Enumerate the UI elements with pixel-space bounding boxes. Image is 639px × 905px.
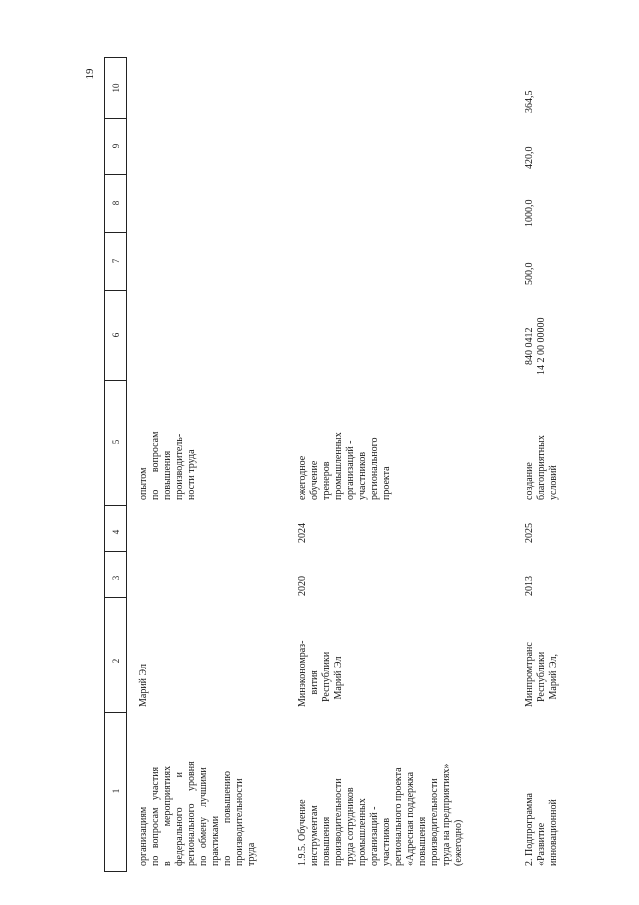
row-2-col-4: 2024 — [297, 523, 308, 543]
header-rule-bottom — [126, 57, 127, 872]
column-divider — [104, 712, 127, 713]
row-1-col-2: Марий Эл — [138, 664, 149, 707]
column-header-8: 8 — [111, 200, 121, 206]
row-3-col-9: 420,0 — [524, 146, 535, 169]
column-divider — [104, 118, 127, 119]
column-header-4: 4 — [111, 529, 121, 535]
row-3-col-2: Минпромтранс Республики Марий Эл, — [524, 642, 559, 707]
header-rule-top — [104, 57, 105, 872]
row-3-col-3: 2013 — [524, 576, 535, 596]
column-header-6: 6 — [111, 332, 121, 338]
row-1-col-5: опытом по вопросам повышения производитель- ности труда — [138, 431, 197, 500]
row-3-col-1: 2. Подпрограмма «Развитие инновационной — [524, 793, 559, 866]
row-2-col-5: ежегодное обучение тренеров промышленных организаций - участников регионального проекта — [297, 432, 392, 500]
row-1-col-1: организациям по вопросам участия в мероприятиях федерального и регионального уровня по обмену лучшими практиками по повышению производительности труда — [138, 761, 257, 866]
row-2-col-2: Минэкономраз- вития Республики Марий Эл — [297, 640, 344, 707]
column-divider — [104, 597, 127, 598]
table-left-edge — [104, 871, 127, 872]
column-divider — [104, 174, 127, 175]
column-header-7: 7 — [111, 258, 121, 264]
column-divider — [104, 551, 127, 552]
page-number: 19 — [84, 68, 96, 80]
table-right-edge — [104, 57, 127, 58]
column-header-1: 1 — [111, 788, 121, 794]
column-divider — [104, 380, 127, 381]
row-2-col-3: 2020 — [297, 576, 308, 596]
row-2-col-1: 1.9.5. Обучение инструментам повышения производительности труда сотрудников промышленных организаций - участников регионального проекта «Адресная поддержка повышения производительности труда на предприятиях» (ежегодно) — [297, 763, 464, 866]
column-header-9: 9 — [111, 143, 121, 149]
column-divider — [104, 290, 127, 291]
row-3-col-10: 364,5 — [524, 90, 535, 113]
row-3-col-4: 2025 — [524, 523, 535, 543]
column-divider — [104, 232, 127, 233]
row-3-col-8: 1000,0 — [524, 199, 535, 227]
column-header-3: 3 — [111, 575, 121, 581]
column-header-2: 2 — [111, 658, 121, 664]
column-header-5: 5 — [111, 439, 121, 445]
row-3-col-5: создание благоприятных условий — [524, 435, 559, 500]
row-3-col-6: 840 0412 14 2 00 00000 — [524, 317, 547, 375]
column-header-10: 10 — [111, 83, 121, 93]
row-3-col-7: 500,0 — [524, 262, 535, 285]
column-divider — [104, 505, 127, 506]
